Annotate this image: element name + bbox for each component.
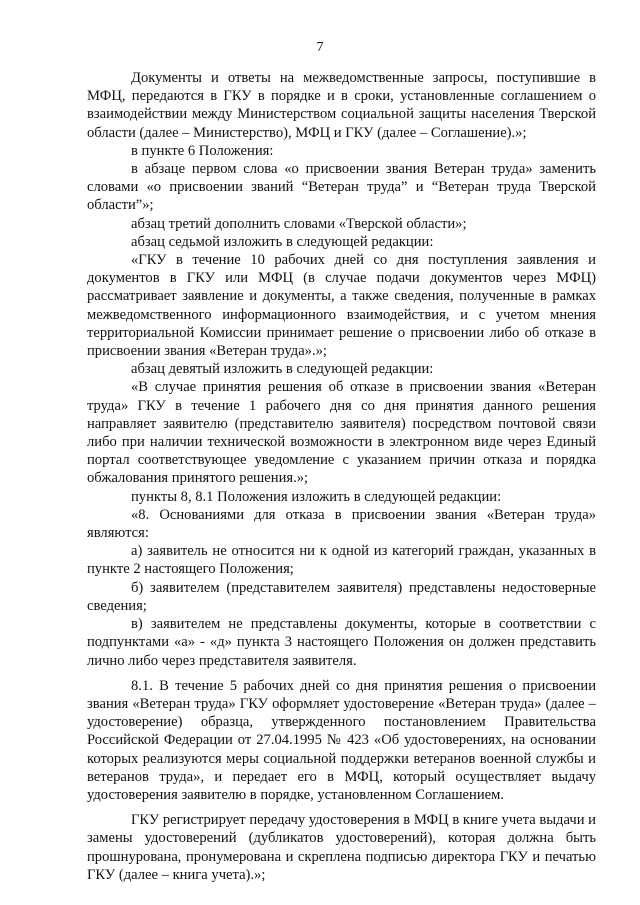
paragraph: абзац третий дополнить словами «Тверской области»; bbox=[131, 215, 467, 232]
paragraph: «В случае принятия решения об отказе в присвоении звания «Ветеран труда» ГКУ в течение 1 рабочего дня со дня принятия данного решения направляет заявителю (представителю заявителя) посредством почтовой связи либо при наличии технической возможности в электронном виде через Единый портал соответствующее уведомление с указанием причин отказа и порядка обжалования принятого решения.»; bbox=[87, 379, 596, 487]
paragraph: в) заявителем не представлены документы, которые в соответствии с подпунктами «а» - «д» пункта 3 настоящего Положения он должен представить лично либо через представителя заявителя. bbox=[87, 616, 596, 669]
paragraph: абзац седьмой изложить в следующей редакции: bbox=[131, 233, 434, 250]
paragraph: Документы и ответы на межведомственные запросы, поступившие в МФЦ, передаются в ГКУ в порядке и в сроки, установленные соглашением о взаимодействии между Министерством социальной защиты населения Тверской области (далее – Министерство), МФЦ и ГКУ (далее – Соглашение).»; bbox=[87, 70, 596, 141]
paragraph: ГКУ регистрирует передачу удостоверения в МФЦ в книге учета выдачи и замены удостоверений (дубликатов удостоверений), которая должна быть прошнурована, пронумерована и скреплена подписью директора ГКУ и печатью ГКУ (далее – книга учета).»; bbox=[87, 812, 596, 883]
page-number: 7 bbox=[316, 40, 324, 55]
paragraph: 8.1. В течение 5 рабочих дней со дня принятия решения о присвоении звания «Ветеран труда» ГКУ оформляет удостоверение «Ветеран труда» (далее – удостоверение) образца, утвержденного постановлением Правительства Российской Федерации от 27.04.1995 № 423 «Об удостоверениях, на основании которых реализуются меры социальной поддержки ветеранов военной службы и ветеранов труда», и передает его в МФЦ, который осуществляет выдачу удостоверения заявителю в порядке, установленном Соглашением. bbox=[87, 677, 596, 803]
paragraph: а) заявитель не относится ни к одной из категорий граждан, указанных в пункте 2 настоящего Положения; bbox=[87, 543, 596, 578]
paragraph: «8. Основаниями для отказа в присвоении звания «Ветеран труда» являются: bbox=[87, 506, 596, 542]
paragraph: пункты 8, 8.1 Положения изложить в следующей редакции: bbox=[131, 488, 502, 505]
paragraph: абзац девятый изложить в следующей редакции: bbox=[131, 361, 434, 378]
document-body bbox=[87, 69, 596, 884]
paragraph: «ГКУ в течение 10 рабочих дней со дня поступления заявления и документов в ГКУ или МФЦ (в случае подачи документов через МФЦ) рассматривает заявление и документы, а также сведения, полученные в рамках межведомственного информационного взаимодействия, и с учетом мнения территориальной Комиссии принимает решение о присвоении либо об отказе в присвоении звания «Ветеран труда».»; bbox=[87, 252, 596, 360]
paragraph: б) заявителем (представителем заявителя) представлены недостоверные сведения; bbox=[87, 579, 596, 614]
paragraph: в пункте 6 Положения: bbox=[131, 142, 274, 159]
paragraph: в абзаце первом слова «о присвоении звания Ветеран труда» заменить словами «о присвоении званий “Ветеран труда” и “Ветеран труда Тверской области”»; bbox=[87, 161, 596, 214]
